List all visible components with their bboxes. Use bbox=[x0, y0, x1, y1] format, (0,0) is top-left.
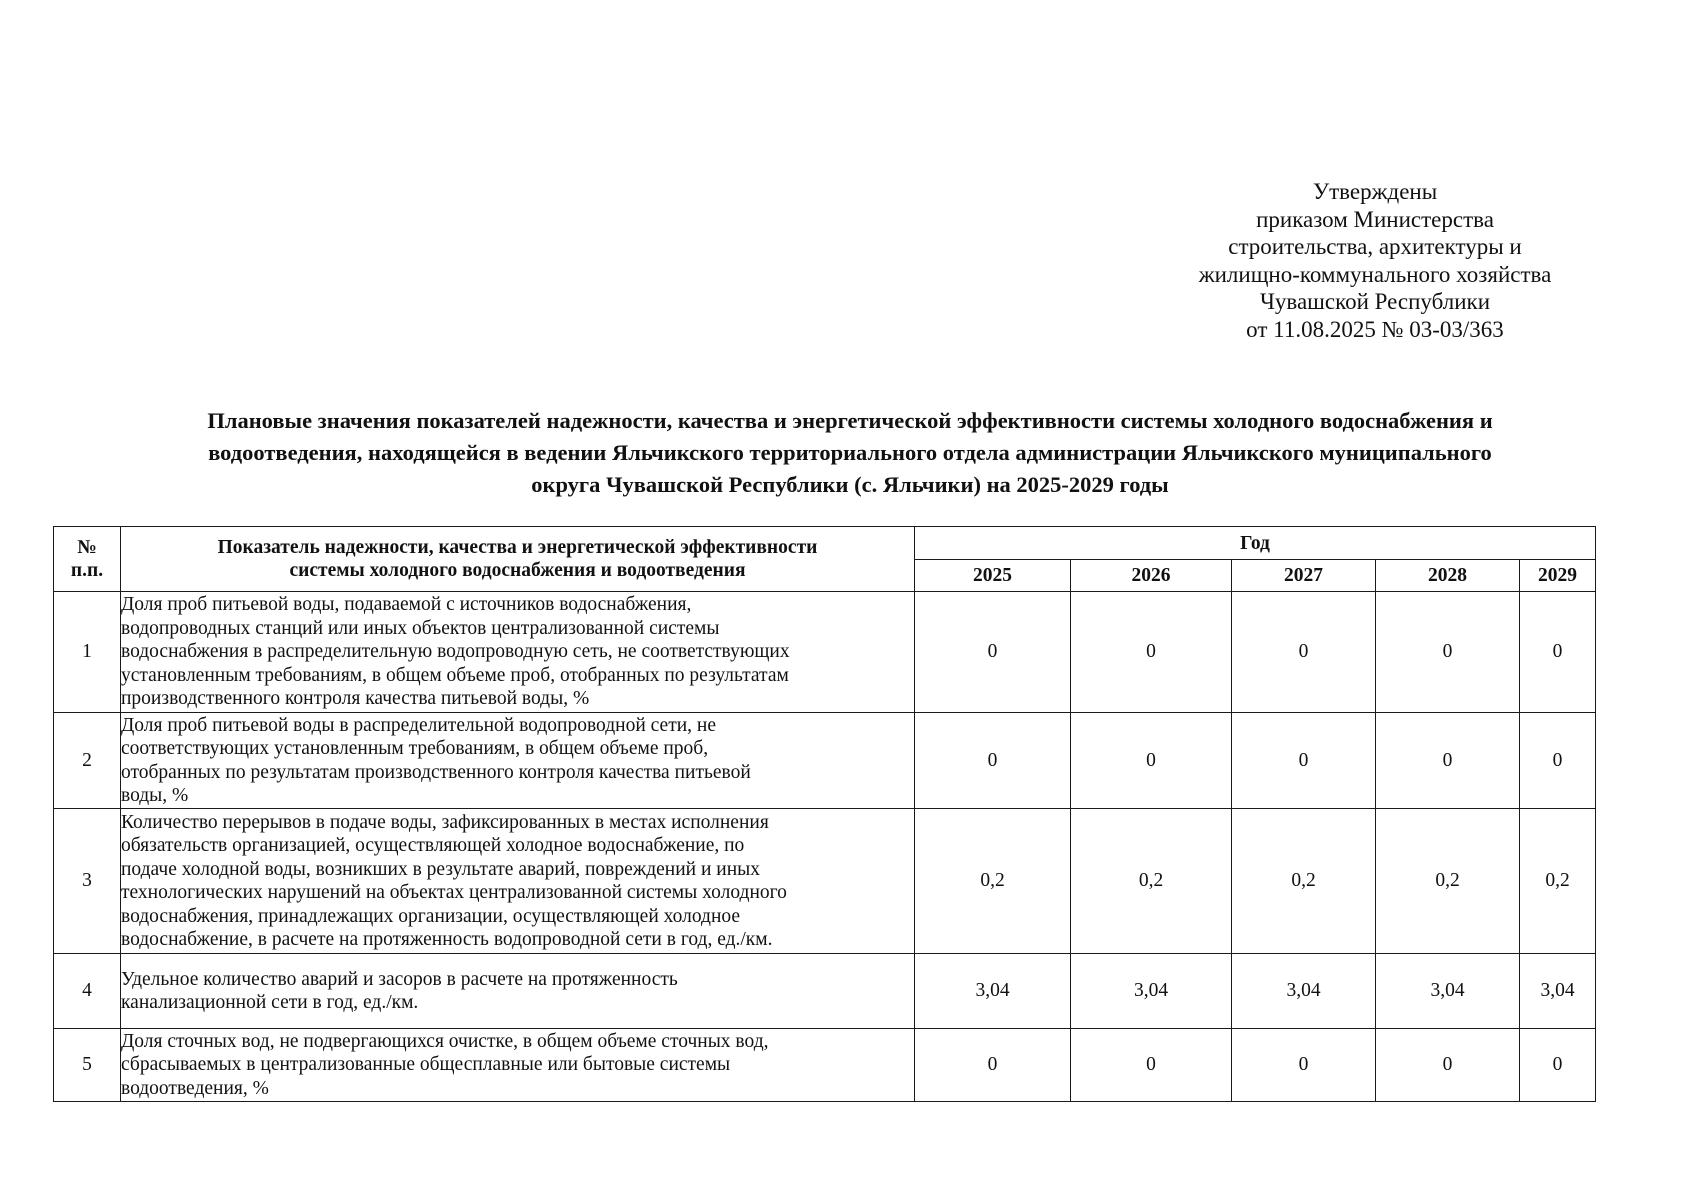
header-indicator-text: Показатель надежности, качества и энергетической эффективности системы холодного водоснабжения и водоотведения bbox=[217, 537, 818, 581]
row-value-2027: 3,04 bbox=[1232, 954, 1376, 1029]
row-value-2026: 3,04 bbox=[1071, 954, 1232, 1029]
row-value-2028: 0 bbox=[1376, 592, 1520, 713]
row-value-2027: 0 bbox=[1232, 1029, 1376, 1102]
title-line: водоотведения, находящейся в ведении Яльчикского территориального отдела администрации Яльчикского муниципального bbox=[208, 440, 1492, 465]
row-value-2025: 0 bbox=[915, 713, 1071, 809]
row-value-2025: 3,04 bbox=[915, 954, 1071, 1029]
row-value-2025: 0,2 bbox=[915, 809, 1071, 954]
approval-line: приказом Министерства bbox=[1256, 206, 1494, 232]
header-year: 2028 bbox=[1376, 560, 1520, 592]
row-value-2028: 0,2 bbox=[1376, 809, 1520, 954]
row-indicator: Количество перерывов в подаче воды, зафиксированных в местах исполнения обязательств организацией, осуществляющей холодное водоснабжение, по подаче холодной воды, возникших в результате аварий, повреждений и иных технологических нарушений на объектах централизованной системы холодного водоснабжения, принадлежащих организации, осуществляющей холодное водоснабжение, в расчете на протяженность водопроводной сети в год, ед./км. bbox=[121, 809, 915, 954]
row-value-2025: 0 bbox=[915, 1029, 1071, 1102]
row-indicator: Доля проб питьевой воды, подаваемой с источников водоснабжения, водопроводных станций или иных объектов централизованной системы водоснабжения в распределительную водопроводную сеть, не соответствующих установленным требованиям, в общем объеме проб, отобранных по результатам производственного контроля качества питьевой воды, % bbox=[121, 592, 915, 713]
row-value-2027: 0,2 bbox=[1232, 809, 1376, 954]
row-value-2026: 0 bbox=[1071, 713, 1232, 809]
row-value-2026: 0 bbox=[1071, 592, 1232, 713]
header-number bbox=[54, 527, 121, 592]
row-value-2029: 0 bbox=[1520, 1029, 1596, 1102]
row-number: 3 bbox=[54, 809, 121, 954]
table-row bbox=[54, 713, 1596, 809]
table-row bbox=[54, 592, 1596, 713]
row-value-2029: 3,04 bbox=[1520, 954, 1596, 1029]
header-year-group: Год bbox=[915, 527, 1596, 560]
header-year: 2027 bbox=[1232, 560, 1376, 592]
approval-line: жилищно-коммунального хозяйства bbox=[1198, 261, 1552, 287]
approval-line: от 11.08.2025 № 03-03/363 bbox=[1246, 316, 1504, 342]
row-value-2026: 0 bbox=[1071, 1029, 1232, 1102]
row-number: 5 bbox=[54, 1029, 121, 1102]
header-year: 2026 bbox=[1071, 560, 1232, 592]
title-line: округа Чувашской Республики (с. Яльчики) на 2025-2029 годы bbox=[531, 472, 1169, 497]
row-indicator: Удельное количество аварий и засоров в расчете на протяженность канализационной сети в год, ед./км. bbox=[121, 954, 915, 1029]
header-row bbox=[54, 527, 1596, 560]
approval-line: Утверждены bbox=[1312, 179, 1438, 204]
table-row bbox=[54, 1029, 1596, 1102]
header-year: 2029 bbox=[1520, 560, 1596, 592]
row-number: 4 bbox=[54, 954, 121, 1029]
row-value-2027: 0 bbox=[1232, 592, 1376, 713]
row-value-2029: 0 bbox=[1520, 592, 1596, 713]
approval-line: строительства, архитектуры и bbox=[1228, 234, 1522, 259]
row-value-2029: 0,2 bbox=[1520, 809, 1596, 954]
row-indicator: Доля проб питьевой воды в распределительной водопроводной сети, не соответствующих установленным требованиям, в общем объеме проб, отобранных по результатам производственного контроля качества питьевой воды, % bbox=[121, 713, 915, 809]
row-number: 1 bbox=[54, 592, 121, 713]
row-value-2028: 0 bbox=[1376, 1029, 1520, 1102]
row-value-2028: 0 bbox=[1376, 713, 1520, 809]
table-row bbox=[54, 954, 1596, 1029]
row-value-2027: 0 bbox=[1232, 713, 1376, 809]
document-title bbox=[70, 405, 1630, 501]
header-number-text: № п.п. bbox=[70, 537, 104, 581]
row-value-2026: 0,2 bbox=[1071, 809, 1232, 954]
header-indicator bbox=[121, 527, 915, 592]
table-row bbox=[54, 809, 1596, 954]
header-year: 2025 bbox=[915, 560, 1071, 592]
row-indicator: Доля сточных вод, не подвергающихся очистке, в общем объеме сточных вод, сбрасываемых в централизованные общесплавные или бытовые системы водоотведения, % bbox=[121, 1029, 915, 1102]
indicators-table bbox=[53, 526, 1596, 1102]
row-value-2029: 0 bbox=[1520, 713, 1596, 809]
approval-block bbox=[1150, 178, 1600, 343]
row-number: 2 bbox=[54, 713, 121, 809]
approval-line: Чувашской Республики bbox=[1259, 289, 1491, 314]
row-value-2025: 0 bbox=[915, 592, 1071, 713]
title-line: Плановые значения показателей надежности, качества и энергетической эффективности системы холодного водоснабжения и bbox=[207, 408, 1493, 433]
row-value-2028: 3,04 bbox=[1376, 954, 1520, 1029]
